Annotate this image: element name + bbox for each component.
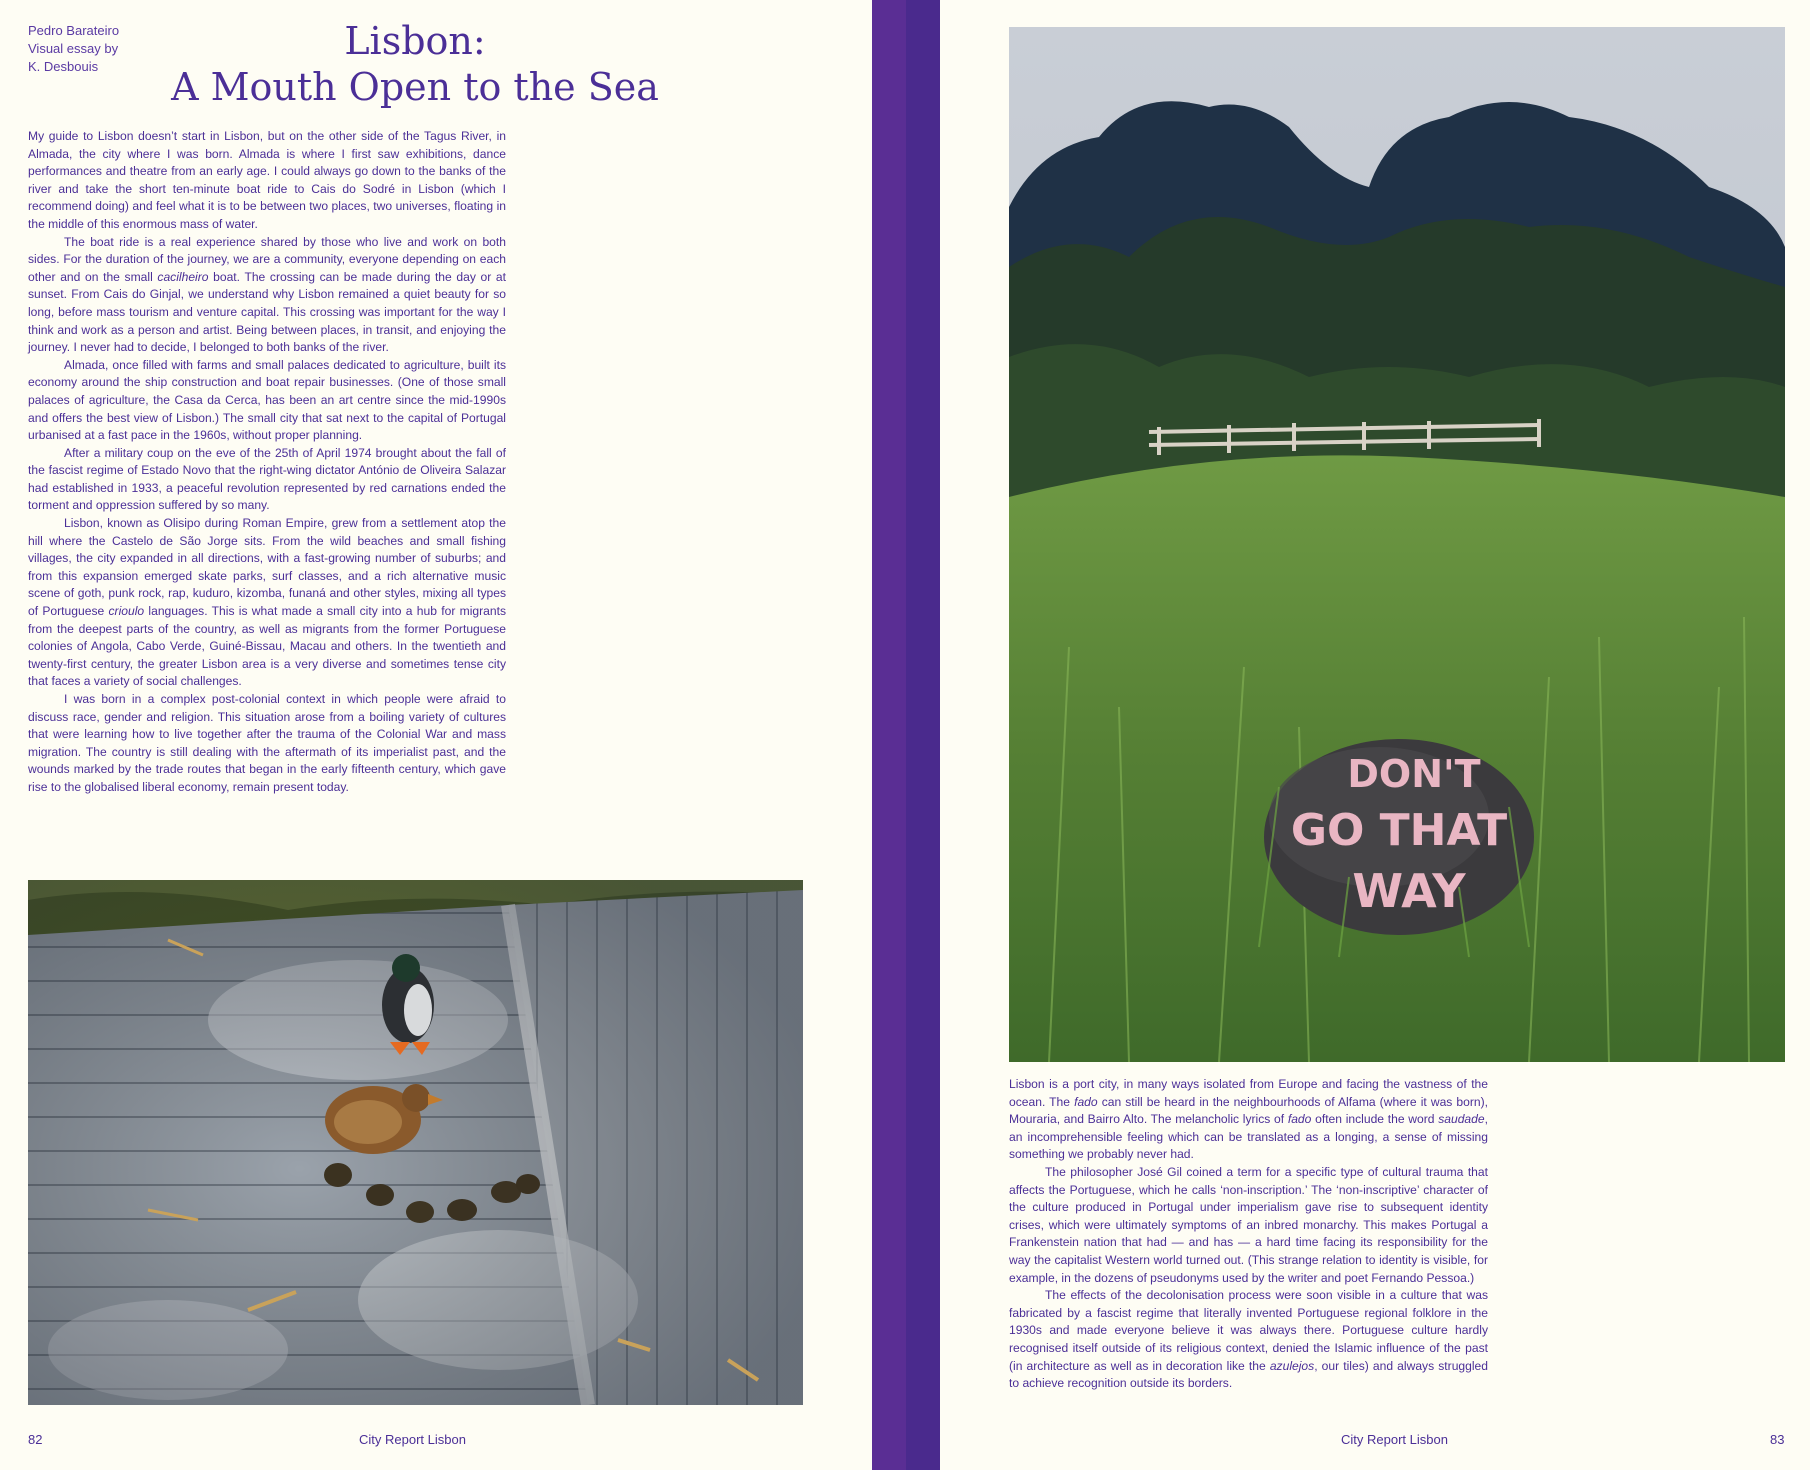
- paragraph: Almada, once filled with farms and small palaces dedicated to agriculture, built its economy around the ship construction and boat repair businesses. (One of those small palaces of agriculture, the Casa da Cerca, has been an art centre since the mid-1990s and offers the best view of Lisbon.) The small city that sat next to the capital of Portugal urbanised at a fast pace in the 1960s, without proper planning.: [28, 357, 506, 443]
- visual-essay-label: Visual essay by: [28, 41, 119, 56]
- ducks-photo: [28, 880, 803, 1405]
- paragraph: My guide to Lisbon doesn’t start in Lisbon, but on the other side of the Tagus River, in Almada, the city where I was born. Almada is where I first saw exhibitions, dance performances and theatre from an early age. I could always go down to the banks of the river and take the short ten-minute boat ride to Cais do Sodré in Lisbon (which I recommend doing) and feel what it is to be between two places, two universes, floating in the middle of this enormous mass of water.: [28, 129, 506, 231]
- ducks-photo-illustration: [28, 880, 803, 1405]
- title-line-1: Lisbon:: [344, 19, 486, 63]
- right-body-text: [1009, 1076, 1488, 1393]
- title-line-2: A Mouth Open to the Sea: [171, 65, 659, 109]
- left-page-number: 82: [28, 1432, 43, 1447]
- left-running-title: City Report Lisbon: [359, 1432, 466, 1447]
- author-name: Pedro Barateiro: [28, 23, 120, 38]
- right-running-title: City Report Lisbon: [1341, 1432, 1448, 1447]
- paragraph: The boat ride is a real experience shared by those who live and work on both sides. For the duration of the journey, we are a community, everyone depending on each other and on the small cacilheiro boat. The crossing can be made during the day or at sunset. From Cais do Ginjal, we understand why Lisbon remained a quiet beauty for so long, before mass tourism and venture capital. This crossing was important for the way I think and work as a person and artist. Being between places, in transit, and enjoying the journey. I never had to decide, I belonged to both banks of the river.: [28, 234, 507, 355]
- paragraph: Lisbon, known as Olisipo during Roman Empire, grew from a settlement atop the hill where the Castelo de São Jorge sits. From the wild beaches and small fishing villages, the city expanded in all directions, with a fast-growing number of suburbs; and from this expansion emerged skate parks, surf classes, and a rich alternative music scene of goth, punk rock, rap, kuduro, kizomba, funaná and other styles, mixing all types of Portuguese crioulo languages. This is what made a small city into a hub for migrants from the deepest parts of the country, as well as migrants from the former Portuguese colonies of Angola, Cabo Verde, Guiné-Bissau, Macau and others. In the twentieth and twenty-first century, the greater Lisbon area is a very diverse and sometimes tense city that faces a variety of social challenges.: [28, 516, 506, 689]
- paragraph: The philosopher José Gil coined a term for a specific type of cultural trauma that affects the Portuguese, which he calls ‘non-inscription.’ The ‘non-inscriptive’ character of the culture produced in Portugal under imperialism gave rise to subsequent identity crises, which were ultimately symptoms of an inbred monarchy. This makes Portugal a Frankenstein nation that had — and has — a hard time facing its responsibility for the way the capitalist Western world turned out. (This strange relation to identity is visible, for example, in the dozens of pseudonyms used by the writer and poet Fernando Pessoa.): [1009, 1164, 1488, 1285]
- paragraph: Lisbon is a port city, in many ways isolated from Europe and facing the vastness of the ocean. The fado can still be heard in the neighbourhoods of Alfama (where it was born), Mouraria, and Bairro Alto. The melancholic lyrics of fado often include the word saudade, an incomprehensible feeling which can be translated as a longing, a sense of missing something we probably never had.: [1009, 1077, 1489, 1162]
- graffiti-line-1: DON'T: [1347, 752, 1481, 796]
- graffiti-line-2: GO THAT: [1290, 805, 1508, 856]
- graffiti-stone-illustration: [1009, 27, 1785, 1062]
- paragraph: After a military coup on the eve of the 25th of April 1974 brought about the fall of the fascist regime of Estado Novo that the right-wing dictator António de Oliveira Salazar had established in 1933, a peaceful revolution represented by red carnations ended the torment and oppression suffered by so many.: [28, 445, 506, 513]
- spine-stripe: [872, 0, 906, 1470]
- graffiti-stone-photo: [1009, 27, 1785, 1062]
- left-body-text: [28, 128, 506, 797]
- spine-stripe: [906, 0, 940, 1470]
- left-page: [0, 0, 872, 1470]
- right-page-number: 83: [1770, 1432, 1785, 1447]
- visual-essay-author: K. Desbouis: [28, 59, 99, 74]
- article-title: [150, 18, 680, 110]
- graffiti-line-3: WAY: [1352, 864, 1466, 918]
- paragraph: I was born in a complex post-colonial context in which people were afraid to discuss race, gender and religion. This situation arose from a boiling variety of cultures that were learning how to live together after the trauma of the Colonial War and mass migration. The country is still dealing with the aftermath of its imperialist past, and the wounds marked by the trade routes that began in the early fifteenth century, which gave rise to the globalised liberal economy, remain present today.: [28, 692, 506, 794]
- paragraph: The effects of the decolonisation process were soon visible in a culture that was fabricated by a fascist regime that literally invented Portuguese regional folklore in the 1930s and made everyone believe it was always there. Portuguese culture hardly recognised itself outside of its religious context, denied the Islamic influence of the past (in architecture as well as in decoration like the azulejos, our tiles) and always struggled to achieve recognition outside its borders.: [1009, 1288, 1489, 1391]
